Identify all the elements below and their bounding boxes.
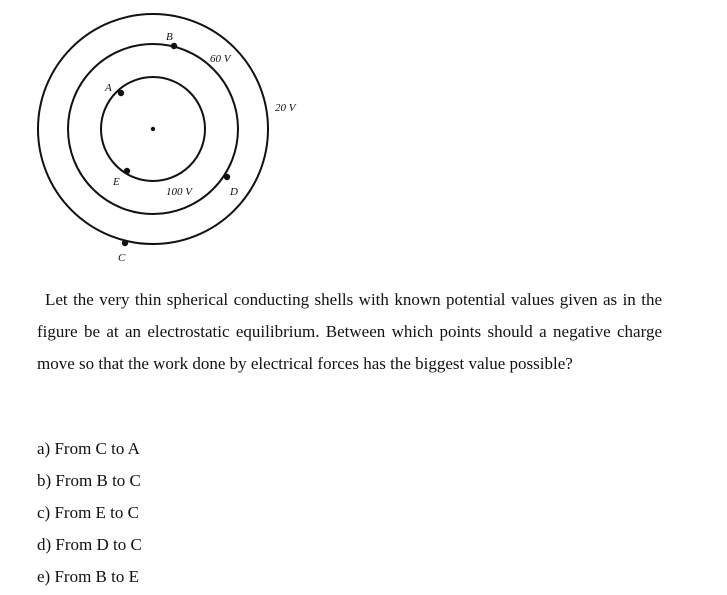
center-dot [151,127,155,131]
point-d-dot [224,174,230,180]
point-c-label: C [118,252,126,264]
answer-options [37,433,142,593]
point-b-dot [171,43,177,49]
point-b-label: B [166,31,173,43]
point-a-label: A [105,82,112,94]
point-a-dot [118,90,124,96]
point-d-label: D [230,186,238,198]
option-d[interactable]: d) From D to C [37,535,142,554]
point-e-dot [124,168,130,174]
option-a[interactable]: a) From C to A [37,439,140,458]
option-b[interactable]: b) From B to C [37,471,141,490]
outer-shell-potential: 20 V [275,102,296,114]
point-e-label: E [113,176,120,188]
question-text: Let the very thin spherical conducting shells with known potential values given as in the figure be at an electrostatic equilibrium. Between which points should a negative charge move so that the work done by electrical forces has the biggest value possible? [37,290,662,373]
concentric-shells-figure [0,0,320,275]
middle-shell-potential: 60 V [210,53,231,65]
option-e[interactable]: e) From B to E [37,567,139,586]
inner-shell-potential: 100 V [166,186,192,198]
option-c[interactable]: c) From E to C [37,503,139,522]
point-c-dot [122,240,128,246]
